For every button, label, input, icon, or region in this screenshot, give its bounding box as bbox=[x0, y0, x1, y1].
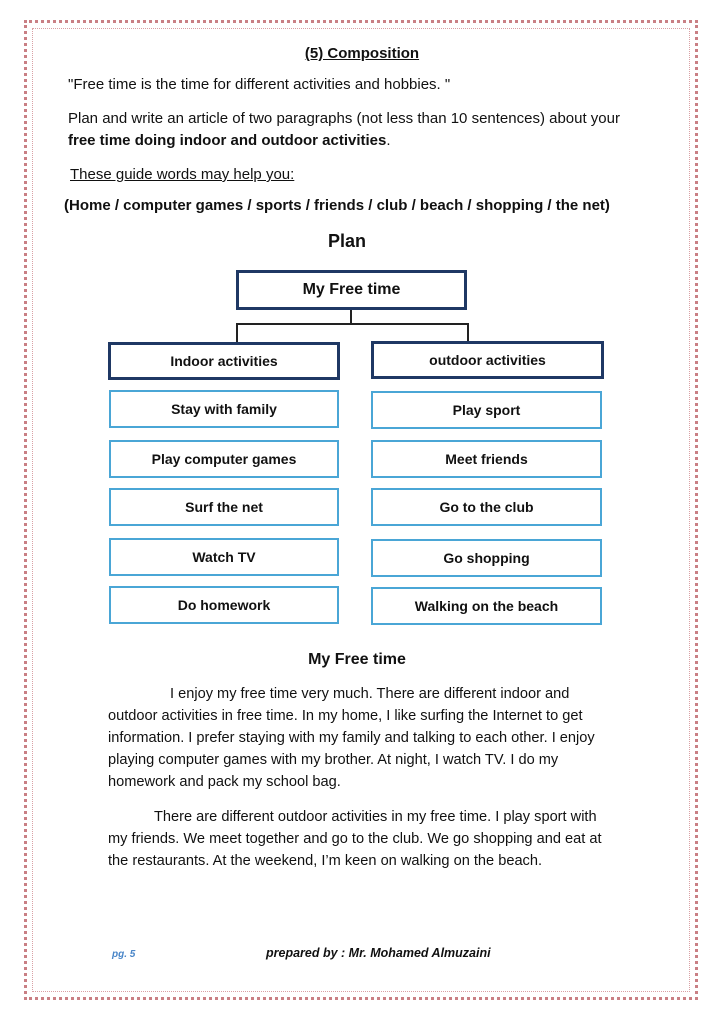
indoor-header-box: Indoor activities bbox=[108, 342, 340, 380]
instruction-bold-text: free time doing indoor and outdoor activities bbox=[68, 132, 387, 149]
indoor-item-box: Play computer games bbox=[109, 440, 339, 478]
outdoor-item-box: Walking on the beach bbox=[371, 587, 602, 625]
indoor-item-box: Do homework bbox=[109, 586, 339, 624]
essay-paragraph-2: There are different outdoor activities in my free time. I play sport with my friends. We meet together and go to the club. We go shopping and eat at the restaurants. At the weekend, I’m keen on walking on the beach. bbox=[108, 809, 602, 869]
indoor-item-box: Stay with family bbox=[109, 390, 339, 428]
connector-horizontal bbox=[236, 323, 469, 325]
quote-text: "Free time is the time for different activities and hobbies. " bbox=[68, 76, 451, 93]
prepared-by: prepared by : Mr. Mohamed Almuzaini bbox=[266, 946, 491, 960]
outdoor-item-box: Play sport bbox=[371, 391, 602, 429]
essay-title: My Free time bbox=[308, 651, 406, 668]
plan-title: Plan bbox=[327, 231, 366, 251]
instruction-period: . bbox=[386, 132, 391, 149]
guide-words: (Home / computer games / sports / friends / club / beach / shopping / the net) bbox=[64, 197, 610, 214]
connector-root-down bbox=[350, 310, 352, 324]
connector-right-down bbox=[467, 323, 469, 342]
indoor-item-box: Watch TV bbox=[109, 538, 339, 576]
essay-paragraph-1: I enjoy my free time very much. There are different indoor and outdoor activities in free time. In my home, I like surfing the Internet to get information. I prefer staying with my family and talking to each other. I enjoy playing computer games with my brother. At night, I watch TV. I do my homework and pack my school bag. bbox=[108, 686, 595, 790]
outdoor-item-box: Go to the club bbox=[371, 488, 602, 526]
page-number: pg. 5 bbox=[112, 949, 136, 960]
diagram-root-box: My Free time bbox=[236, 270, 467, 310]
guide-label: These guide words may help you: bbox=[70, 166, 295, 183]
connector-left-down bbox=[236, 323, 238, 343]
instruction-line-1: Plan and write an article of two paragraphs (not less than 10 sentences) about your bbox=[68, 110, 620, 127]
section-heading: (5) Composition bbox=[304, 45, 420, 62]
indoor-item-box: Surf the net bbox=[109, 488, 339, 526]
outdoor-item-box: Meet friends bbox=[371, 440, 602, 478]
instruction-line-2 bbox=[68, 132, 391, 149]
outdoor-item-box: Go shopping bbox=[371, 539, 602, 577]
outdoor-header-box: outdoor activities bbox=[371, 341, 604, 379]
